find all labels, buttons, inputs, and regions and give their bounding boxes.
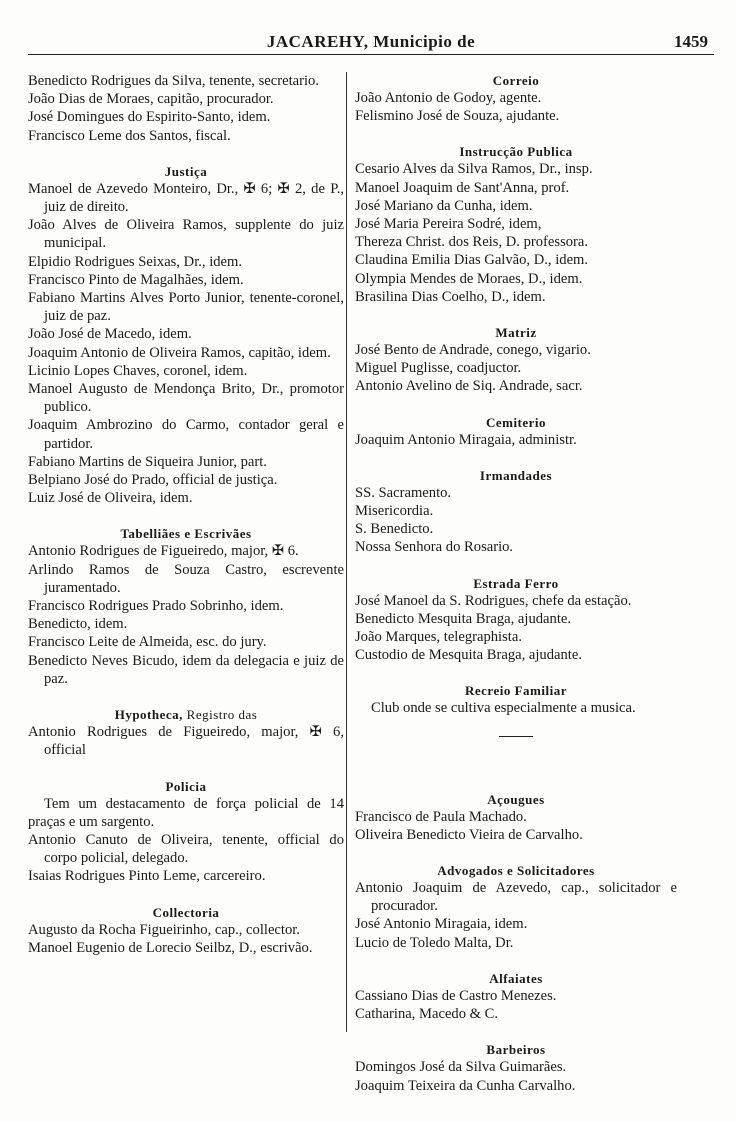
entry: Augusto da Rocha Figueirinho, cap., collector. — [28, 921, 300, 938]
entry: Francisco Leme dos Santos, fiscal. — [28, 127, 231, 144]
intro-section — [28, 72, 344, 145]
entry: Felismino José de Souza, ajudante. — [355, 108, 560, 125]
entry: José Antonio Miragaia, idem. — [355, 916, 528, 933]
estrada-ferro-section — [355, 575, 677, 665]
entry: Oliveira Benedicto Vieira de Carvalho. — [355, 826, 583, 843]
entry: Miguel Puglisse, coadjuctor. — [355, 360, 522, 377]
entry: Benedicto Rodrigues da Silva, tenente, secretario. — [28, 73, 319, 89]
correio-section — [355, 72, 677, 125]
right-column — [346, 72, 677, 1094]
entry: Francisco de Paula Machado. — [355, 808, 527, 825]
entry: Luiz José de Oliveira, idem. — [28, 490, 193, 507]
policia-section — [28, 778, 344, 886]
instruccao-section — [355, 143, 677, 306]
entry: Antonio Rodrigues de Figueiredo, major, ✠ 6. — [28, 543, 299, 560]
entry: Manoel Eugenio de Lorecio Seilbz, D., escrivão. — [28, 939, 313, 956]
page-number: 1459 — [674, 32, 708, 51]
left-column — [28, 72, 348, 957]
entry: Nossa Senhora do Rosario. — [355, 539, 514, 556]
entry: Antonio Canuto de Oliveira, tenente, official do corpo policial, delegado. — [28, 831, 344, 867]
paragraph: Club onde se cultiva especialmente a musica. — [371, 700, 636, 717]
entry: Antonio Joaquim de Azevedo, cap., solicitador e procurador. — [355, 880, 677, 915]
entry: Arlindo Ramos de Souza Castro, escrevente juramentado. — [28, 561, 344, 596]
section-title: Hypotheca, — [114, 707, 183, 723]
section-heading — [28, 706, 344, 723]
section-heading: Advogados e Solicitadores — [437, 863, 595, 879]
entry: João Marques, telegraphista. — [355, 629, 522, 646]
section-heading: Irmandades — [479, 467, 553, 483]
entry: João Dias de Moraes, capitão, procurador. — [28, 91, 274, 108]
entry: Lucio de Toledo Malta, Dr. — [355, 934, 514, 951]
entry: Misericordia. — [355, 503, 434, 520]
section-divider — [499, 736, 533, 737]
entry: José Manoel da S. Rodrigues, chefe da estação. — [355, 592, 632, 609]
section-heading: Alfaiates — [489, 970, 543, 986]
entry: Claudina Emilia Dias Galvão, D., idem. — [355, 252, 589, 269]
entry: Francisco Leite de Almeida, esc. do jury. — [28, 634, 267, 651]
section-heading: Açougues — [487, 791, 545, 807]
hypotheca-section — [28, 706, 344, 759]
acougues-section — [355, 791, 677, 844]
section-heading: Tabelliães e Escrivães — [120, 526, 252, 542]
section-subtitle: Registro das — [186, 707, 258, 723]
entry: S. Benedicto. — [355, 521, 434, 538]
page-title: JACAREHY, Municipio de — [266, 32, 476, 51]
matriz-section — [355, 324, 677, 396]
section-heading: Barbeiros — [486, 1042, 546, 1058]
paragraph: Tem um destacamento de força policial de 14 praças e um sargento. — [28, 795, 344, 830]
section-heading: Collectoria — [152, 904, 220, 920]
section-heading: Matriz — [495, 325, 537, 341]
entry: Francisco Rodrigues Prado Sobrinho, idem. — [28, 598, 284, 615]
entry: Joaquim Teixeira da Cunha Carvalho. — [355, 1077, 576, 1094]
section-heading: Recreio Familiar — [465, 683, 567, 699]
entry: Benedicto Neves Bicudo, idem da delegacia e juiz de paz. — [28, 652, 344, 687]
advogados-section — [355, 862, 677, 952]
entry: Manoel Augusto de Mendonça Brito, Dr., promotor publico. — [28, 381, 344, 416]
entry: José Bento de Andrade, conego, vigario. — [355, 342, 591, 359]
entry: Brasilina Dias Coelho, D., idem. — [355, 288, 546, 305]
entry: Joaquim Ambrozino do Carmo, contador geral e partidor. — [28, 417, 344, 452]
entry: Benedicto Mesquita Braga, ajudante. — [355, 610, 571, 627]
entry: Benedicto, idem. — [28, 616, 128, 633]
entry: Olympia Mendes de Moraes, D., idem. — [355, 270, 583, 287]
entry: Antonio Avelino de Siq. Andrade, sacr. — [355, 378, 583, 395]
entry: José Mariano da Cunha, idem. — [355, 197, 533, 214]
entry: Licinio Lopes Chaves, coronel, idem. — [28, 362, 248, 379]
entry: SS. Sacramento. — [355, 484, 452, 501]
entry: Joaquim Antonio de Oliveira Ramos, capitão, idem. — [28, 344, 331, 361]
entry: Thereza Christ. dos Reis, D. professora. — [355, 234, 589, 251]
entry: João Antonio de Godoy, agente. — [355, 90, 542, 106]
alfaiates-section — [355, 970, 677, 1023]
irmandades-section — [355, 467, 677, 557]
entry: Isaias Rodrigues Pinto Leme, carcereiro. — [28, 868, 266, 885]
page-header — [28, 28, 714, 55]
entry: João Alves de Oliveira Ramos, supplente do juiz municipal. — [28, 217, 344, 252]
section-heading: Instrucção Publica — [459, 144, 573, 160]
collectoria-section — [28, 904, 344, 957]
entry: Cesario Alves da Silva Ramos, Dr., insp. — [355, 161, 593, 178]
entry: Custodio de Mesquita Braga, ajudante. — [355, 647, 582, 664]
entry: Antonio Rodrigues de Figueiredo, major, ✠ 6, official — [28, 724, 344, 759]
entry: José Maria Pereira Sodré, idem, — [355, 216, 542, 233]
entry: Elpidio Rodrigues Seixas, Dr., idem. — [28, 253, 243, 270]
entry: Francisco Pinto de Magalhães, idem. — [28, 271, 244, 288]
entry: Manoel Joaquim de Sant'Anna, prof. — [355, 179, 570, 196]
justica-section — [28, 163, 344, 508]
section-heading: Policia — [165, 778, 207, 794]
section-heading: Correio — [492, 73, 540, 88]
entry: José Domingues do Espirito-Santo, idem. — [28, 109, 271, 126]
recreio-section — [355, 682, 677, 717]
cemiterio-section — [355, 414, 677, 449]
barbeiros-section — [355, 1041, 677, 1094]
tabelliaes-section — [28, 525, 344, 688]
entry: Joaquim Antonio Miragaia, administr. — [355, 431, 577, 448]
entry: Fabiano Martins de Siqueira Junior, part. — [28, 453, 267, 470]
entry: Fabiano Martins Alves Porto Junior, tenente-coronel, juiz de paz. — [28, 290, 344, 325]
section-heading: Estrada Ferro — [473, 575, 559, 591]
entry: Belpiano José do Prado, official de justiça. — [28, 472, 278, 489]
entry: Domingos José da Silva Guimarães. — [355, 1059, 567, 1076]
section-heading: Cemiterio — [485, 414, 547, 430]
section-heading: Justiça — [164, 163, 208, 179]
entry: Catharina, Macedo & C. — [355, 1006, 499, 1023]
entry: João José de Macedo, idem. — [28, 326, 192, 343]
entry: Cassiano Dias de Castro Menezes. — [355, 987, 557, 1004]
entry: Manoel de Azevedo Monteiro, Dr., ✠ 6; ✠ 2, de P., juiz de direito. — [28, 180, 344, 216]
